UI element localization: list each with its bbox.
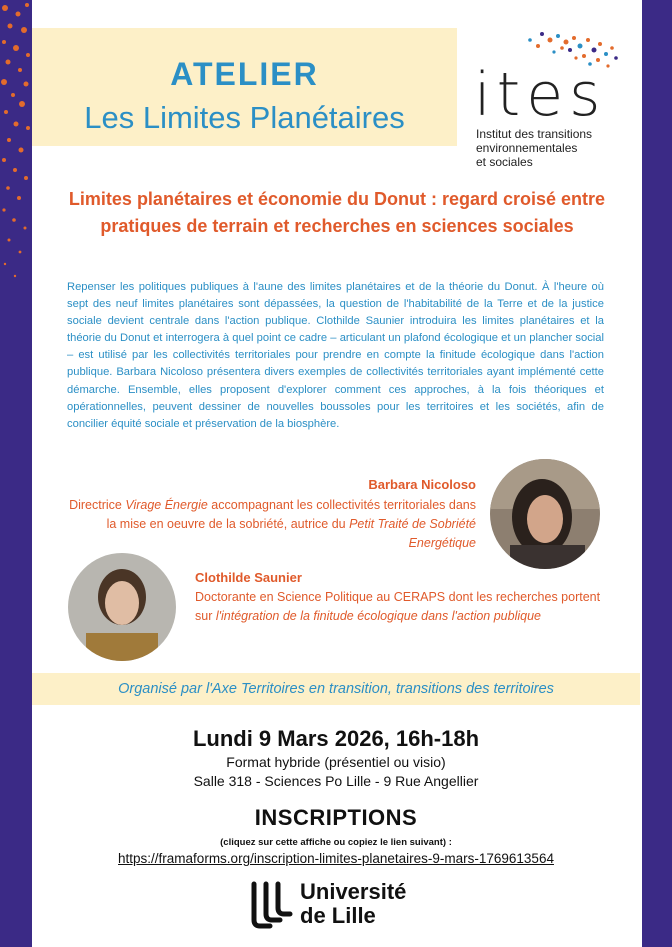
registration-link[interactable]: https://framaforms.org/inscription-limites-planetaires-9-mars-1769613564 — [118, 851, 554, 866]
research-topic: l'intégration de la finitude écologique dans l'action publique — [215, 609, 541, 623]
event-format: Format hybride (présentiel ou visio) — [226, 754, 446, 770]
event-date: Lundi 9 Mars 2026, 16h-18h — [192, 726, 480, 751]
universite-lille-wordmark: Université de Lille — [300, 879, 407, 928]
speaker-photo-clothilde — [68, 553, 176, 661]
event-description: Repenser les politiques publiques à l'aune des limites planétaires et de la théorie du Donut. À l'heure où sept des neuf limites planétaires sont dépassées, la question de l'habitabilité de la Terre et de la justice sociale devient centrale dans l'action publique. Clothilde Saunier introduira les limites planétaires et la théorie du Donut et interrogera à quel point ce cadre – articulant un plafond écologique et un plancher social – est utilisé par les collectivités territoriales pour prendre en compte la finitude écologique dans l'action publique. Barbara Nicoloso présentera divers exemples de collectivités territoriales ayant implémenté cette démarche. Ensemble, elles proposent d'explorer comment ces approches, à la fois théoriques et opérationnelles, peuvent dessiner de nouvelles boussoles pour les territoires et les sociétés, afin de concilier équité sociale et préservation de la biosphère. — [67, 281, 604, 430]
book-title: Petit Traité de Sobriété Energétique — [349, 517, 476, 550]
ites-caption — [476, 127, 592, 169]
ites-caption-line: Institut des transitions — [476, 127, 593, 141]
orange-dot-pattern — [0, 0, 32, 290]
speaker-name: Barbara Nicoloso — [368, 477, 476, 492]
speaker-name: Clothilde Saunier — [195, 570, 302, 585]
registration-hint: (cliquez sur cette affiche ou copiez le lien suivant) : — [220, 837, 452, 848]
universite-lille-logo-icon — [248, 880, 296, 930]
speaker-photo-barbara — [490, 459, 600, 569]
page-title: ATELIER — [170, 56, 319, 92]
speaker-description: Doctorante en Science Politique au CERAPS dont les recherches portent sur l'intégration de la finitude écologique dans l'action publique — [195, 590, 601, 623]
org-name: Virage Énergie — [125, 498, 208, 512]
ites-caption-line: environnementales — [476, 141, 578, 155]
registration-title: INSCRIPTIONS — [254, 805, 418, 830]
event-location: Salle 318 - Sciences Po Lille - 9 Rue Angellier — [193, 773, 479, 789]
page-subtitle: Les Limites Planétaires — [84, 100, 405, 135]
ites-wordmark: ites — [474, 60, 607, 130]
organizer-band: Organisé par l'Axe Territoires en transition, transitions des territoires — [32, 673, 640, 705]
event-headline: Limites planétaires et économie du Donut : regard croisé entre pratiques de terrain et recherches en sciences sociales — [68, 189, 606, 236]
ites-caption-line: et sociales — [476, 155, 533, 169]
speaker-description: Directrice Virage Énergie accompagnant les collectivités territoriales dans la mise en oeuvre de la sobriété, autrice du Petit Traité de Sobriété Energétique — [69, 498, 476, 550]
title-box — [32, 28, 457, 146]
